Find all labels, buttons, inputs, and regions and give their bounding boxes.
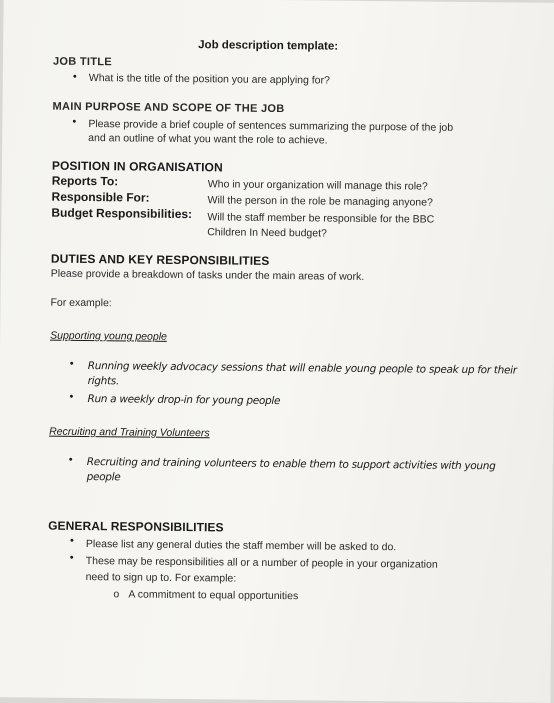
general-bullet2-line2: need to sign up to. For example: [85,571,237,585]
reports-to-value: Who in your organization will manage this role? [207,178,428,193]
reports-to-label: Reports To: [51,173,119,189]
duties-intro: Please provide a breakdown of tasks under the main areas of work. [50,267,365,283]
job-title-bullet: What is the title of the position you are applying for? [88,72,330,87]
main-purpose-heading: MAIN PURPOSE AND SCOPE OF THE JOB [52,100,285,116]
duties-example-label: For example: [50,296,112,310]
drop-in-item: Run a weekly drop-in for young people [87,393,281,408]
bullet-icon: • [69,357,74,370]
job-title-heading: JOB TITLE [52,55,113,69]
general-heading: GENERAL RESPONSIBILITIES [48,518,224,535]
main-purpose-line2: and an outline of what you want the role to achieve. [88,132,328,147]
sub-bullet-marker: o [113,588,120,601]
advocacy-line2: rights. [87,375,120,388]
advocacy-line1: Running weekly advocacy sessions that will enable young people to speak up for their [87,360,517,377]
bullet-icon: • [72,115,77,128]
supporting-young-people-heading: Supporting young people [50,329,167,343]
budget-value-line1: Will the staff member be responsible for the BBC [207,211,435,226]
document-title: Job description template: [198,39,339,53]
bullet-icon: • [68,453,73,466]
bullet-icon: • [69,534,74,547]
recruiting-volunteers-heading: Recruiting and Training Volunteers [49,425,210,440]
general-bullet2-line1: These may be responsibilities all or a number of people in your organization [85,555,438,571]
budget-label: Budget Responsibilities: [51,205,193,222]
bullet-icon: • [72,70,77,83]
budget-value-line2: Children In Need budget? [207,226,327,240]
duties-heading: DUTIES AND KEY RESPONSIBILITIES [50,251,270,268]
bullet-icon: • [69,551,74,564]
equal-opportunities-item: A commitment to equal opportunities [128,588,299,603]
responsible-for-label: Responsible For: [51,189,150,205]
position-heading: POSITION IN ORGANISATION [51,158,223,175]
recruiting-line1: Recruiting and training volunteers to enable them to support activities with young [86,456,496,473]
main-purpose-line1: Please provide a brief couple of sentences summarizing the purpose of the job [88,118,454,134]
general-bullet1: Please list any general duties the staff member will be asked to do. [85,538,397,554]
recruiting-line2: people [86,471,121,484]
responsible-for-value: Will the person in the role be managing anyone? [207,194,433,209]
bullet-icon: • [69,390,74,403]
